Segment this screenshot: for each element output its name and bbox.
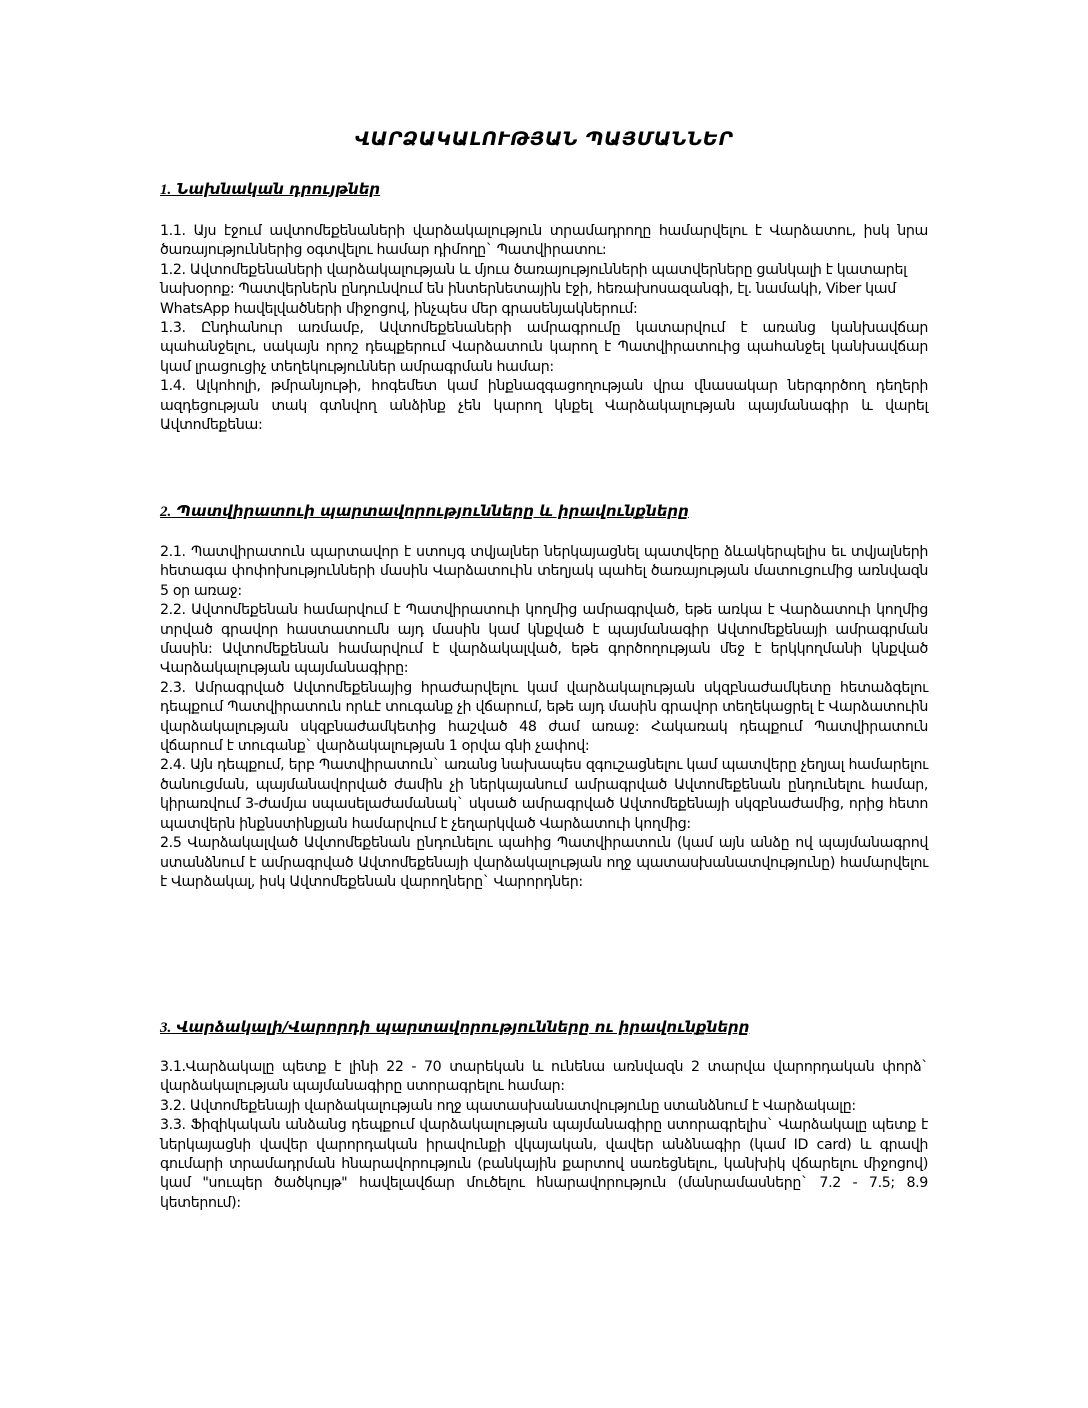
section-number-3: 3. [160,1020,172,1036]
paragraph-2-3: 2.3. Ամրագրված Ավտոմեքենայից հրաժարվելու կամ վարձակալության սկզբնաժամկետը հետաձգելու դեպքում Պատվիրատուն որևէ տուգանք չի վճարում, եթե այդ մասին գրավոր տեղեկացրել է Վարձատուին վարձակալության սկզբնաժամկետից հաշված 48 ժամ առաջ: Հակառակ դեպքում Պատվիրատուն վճարում է տուգանք` վարձակալության 1 օրվա գնի չափով: [160,679,928,755]
section-title-1: Նախնական դրույթներ [176,180,381,198]
document-title: ՎԱՐՁԱԿԱԼՈՒԹՅԱՆ ՊԱՅՄԱՆՆԵՐ [354,128,734,150]
paragraph-1-1: 1.1. Այս էջում ավտոմեքենաների վարձակալություն տրամադրողը համարվելու է Վարձատու, իսկ նրա ծառայություններից օգտվելու համար դիմողը` Պատվիրատու: [160,223,928,259]
section-heading-1 [160,180,940,199]
paragraph-3-2: 3.2. Ավտոմեքենայի վարձակալության ողջ պատասխանատվությունը ստանձնում է Վարձակալը: [160,1097,856,1114]
paragraph-1-3: 1.3. Ընդհանուր առմամբ, Ավտոմեքենաների ամրագրումը կատարվում է առանց կանխավճար պահանջելու, սակայն որոշ դեպքերում Վարձատուն կարող է Պատվիրատուից պահանջել կանխավճար կամ լրացուցիչ տեղեկություններ ամրագրման համար: [160,320,928,375]
section-body-3 [160,1058,928,1213]
section-title-3: Վարձակալի/Վարորդի պարտավորությունները ու իրավունքները [176,1018,750,1036]
paragraph-3-1: 3.1.Վարձակալը պետք է լինի 22 - 70 տարեկան և ունենա առնվազն 2 տարվա վարորդական փորձ` վարձակալության պայմանագիրը ստորագրելու համար: [160,1059,928,1095]
section-title-2: Պատվիրատուի պարտավորությունները և իրավունքները [176,502,689,520]
paragraph-1-4: 1.4. Ալկոհոլի, թմրանյութի, հոգեմետ կամ ինքնազգացողության վրա վնասակար ներգործող դեղերի ազդեցության տակ գտնվող անձինք չեն կարող կնքել Վարձակալության պայմանագիր և վարել Ավտոմեքենա: [160,378,928,434]
section-heading-3 [160,1018,940,1037]
paragraph-2-4: 2.4. Այն դեպքում, երբ Պատվիրատուն` առանց նախապես զգուշացնելու կամ պատվերը չեղյալ համարելու ծանուցման, պայմանավորված ժամին չի ներկայանում ամրագրված Ավտոմեքենան ընդունելու համար, կիրառվում 3-ժամյա սպասելաժամանակ` սկսած ամրագրված Ավտոմեքենայի սկզբնաժամից, որից հետո պատվերն ինքնստինքյան համարվում է չեղարկված Վարձատուի կողմից: [160,757,928,832]
section-heading-2 [160,502,940,521]
paragraph-1-2: 1.2. Ավտոմեքենաների վարձակալության և մյուս ծառայությունների պատվերները ցանկալի է կատարել նախօրոք: Պատվերներն ընդունվում են ինտերնետային էջի, հեռախոսազանգի, էլ. նամակի, Viber կամ WhatsApp հավելվածների միջոցով, ինչպես մեր գրասենյակներում: [160,261,907,317]
section-body-1 [160,222,928,435]
section-number-2: 2. [160,504,172,520]
section-body-2 [160,543,928,892]
paragraph-3-3: 3.3. Ֆիզիկական անձանց դեպքում վարձակալության պայմանագիրը ստորագրելիս` Վարձակալը պետք է ներկայացնի վավեր վարորդական իրավունքի վկայական, վավեր անձնագիր (կամ ID card) և գրավի գումարի տրամադրման հնարավորություն (բանկային քարտով սառեցնելու, կանխիկ վճարելու միջոցով) կամ "սուպեր ծածկույթ" հավելավճար մուծելու հնարավորություն (մանրամասները` 7.2 - 7.5; 8.9 կետերում): [160,1117,928,1211]
paragraph-2-1: 2.1. Պատվիրատուն պարտավոր է ստույգ տվյալներ ներկայացնել պատվերը ձևակերպելիս եւ տվյալների հետագա փոփոխությունների մասին Վարձատուին տեղյակ պահել ծառայության մատուցումից առնվազն 5 օր առաջ: [160,544,928,599]
section-number-1: 1. [160,182,172,198]
paragraph-2-2: 2.2. Ավտոմեքենան համարվում է Պատվիրատուի կողմից ամրագրված, եթե առկա է Վարձատուի կողմից տրված գրավոր հաստատումն այդ մասին կամ կնքված է պայմանագիր Ավտոմեքենայի ամրագրման մասին: Ավտոմեքենան համարվում է վարձակալված, եթե գործողության մեջ է երկկողմանի կնքված Վարձակալության պայմանագիրը: [160,602,928,677]
paragraph-2-5: 2.5 Վարձակալված Ավտոմեքենան ընդունելու պահից Պատվիրատուն (կամ այն անձը ով պայմանագրով ստանձնում է ամրագրված Ավտոմեքենայի վարձակալության ողջ պատասխանատվությունը) համարվելու է Վարձակալ, իսկ Ավտոմեքենան վարողները` Վարորդներ: [160,835,928,890]
